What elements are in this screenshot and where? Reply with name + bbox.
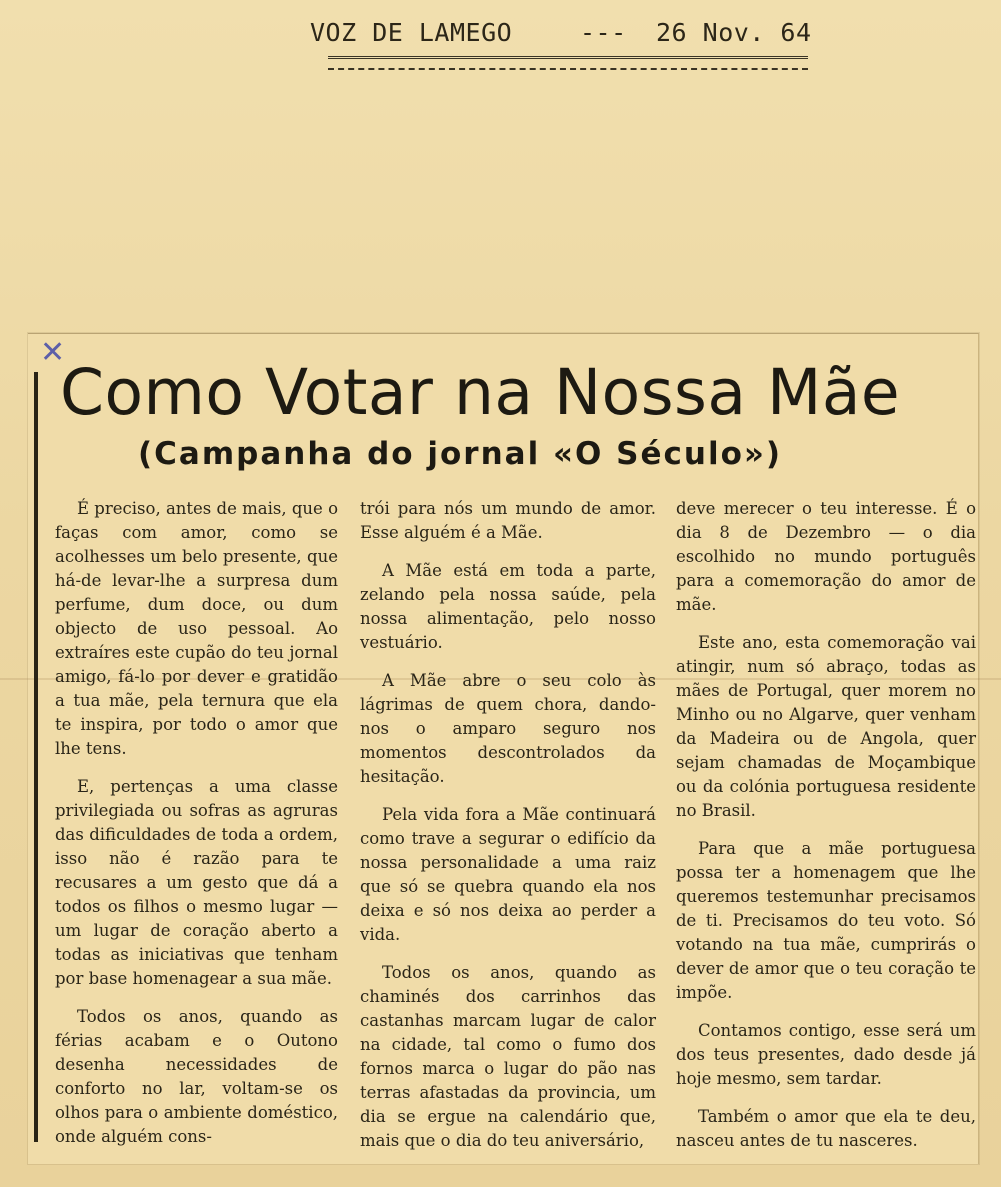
- paragraph: deve merecer o teu interesse. É o dia 8 de Dezembro — o dia escolhido no mundo português para a comemoração do amor de mãe.: [676, 499, 976, 614]
- paragraph: A Mãe está em toda a parte, zelando pela nossa saúde, pela nossa alimentação, pelo nosso vestuário.: [360, 561, 656, 652]
- article-title: Como Votar na Nossa Mãe: [60, 356, 901, 429]
- article-column-3: [676, 497, 976, 1167]
- clipping-header: [300, 14, 840, 74]
- column-rule-left: [34, 372, 38, 1142]
- article-column-1: [55, 497, 338, 1163]
- paragraph: Todos os anos, quando as férias acabam e o Outono desenha necessidades de conforto no lar, voltam-se os olhos para o ambiente doméstico, onde alguém cons-: [55, 1007, 338, 1146]
- header-separator: ---: [580, 18, 627, 47]
- clipping-date: 26 Nov. 64: [656, 18, 812, 47]
- paragraph: Para que a mãe portuguesa possa ter a homenagem que lhe queremos testemunhar precisamos de ti. Precisamos do teu voto. Só votando na tua mãe, cumprirás o dever de amor que o teu coração te impõe.: [676, 839, 976, 1002]
- pen-mark: ✕: [40, 335, 66, 370]
- article-subtitle: (Campanha do jornal «O Século»): [138, 436, 783, 472]
- paragraph: Contamos contigo, esse será um dos teus presentes, dado desde já hoje mesmo, sem tardar.: [676, 1021, 976, 1088]
- paragraph: Também o amor que ela te deu, nasceu antes de tu nasceres.: [676, 1107, 976, 1150]
- newspaper-name: VOZ DE LAMEGO: [310, 18, 513, 47]
- paragraph: E, pertenças a uma classe privilegiada ou sofras as agruras das dificuldades de toda a ordem, isso não é razão para te recusares a um gesto que dá a todos os filhos o mesmo lugar — um lugar de coração aberto a todas as iniciativas que tenham por base homenagear a sua mãe.: [55, 777, 338, 988]
- paragraph: É preciso, antes de mais, que o faças com amor, como se acolhesses um belo presente, que há-de levar-lhe a surpresa dum perfume, dum doce, ou dum objecto de uso pessoal. Ao extraíres este cupão do teu jornal amigo, fá-lo por dever e gratidão a tua mãe, pela ternura que ela te inspira, por todo o amor que lhe tens.: [55, 499, 338, 758]
- article-column-2: [360, 497, 656, 1167]
- header-underline: [328, 56, 808, 70]
- paragraph: Todos os anos, quando as chaminés dos carrinhos das castanhas marcam lugar de calor na cidade, tal como o fumo dos fornos marca o lugar do pão nas terras afastadas da provincia, um dia se ergue na calendário que, mais que o dia do teu aniversário,: [360, 963, 656, 1150]
- paragraph: trói para nós um mundo de amor. Esse alguém é a Mãe.: [360, 499, 656, 542]
- paragraph: A Mãe abre o seu colo às lágrimas de quem chora, dando-nos o amparo seguro nos momentos descontrolados da hesitação.: [360, 671, 656, 786]
- paragraph: Pela vida fora a Mãe continuará como trave a segurar o edifício da nossa personalidade a uma raiz que só se quebra quando ela nos deixa e só nos deixa ao perder a vida.: [360, 805, 656, 944]
- paragraph: Este ano, esta comemoração vai atingir, num só abraço, todas as mães de Portugal, quer morem no Minho ou no Algarve, quer venham da Madeira ou de Angola, quer sejam chamadas de Moçambique ou da colónia portuguesa residente no Brasil.: [676, 633, 976, 820]
